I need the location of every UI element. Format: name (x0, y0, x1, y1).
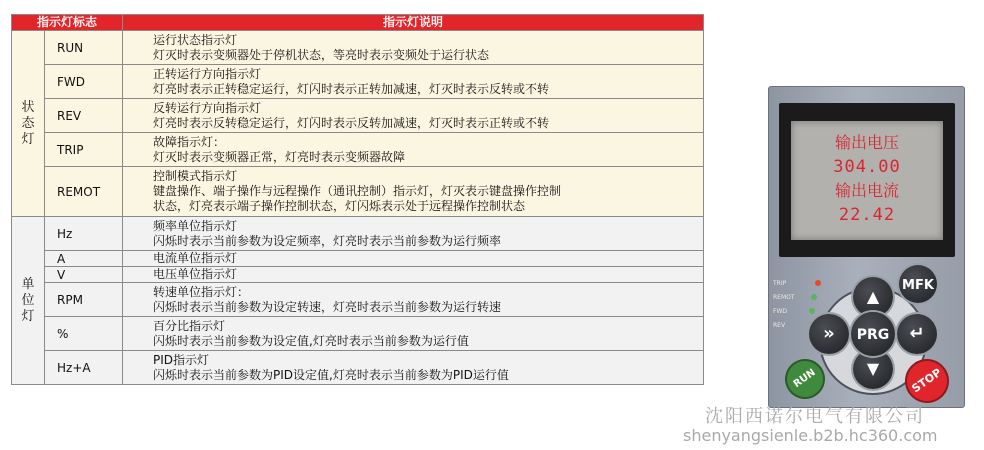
indicator-description (123, 317, 704, 351)
description-line: 灯亮时表示正转稳定运行，灯闪时表示正转加减速，灯灭时表示反转或不转 (153, 81, 550, 96)
indicator-name: REMOT (45, 167, 123, 217)
description-line: 电压单位指示灯 (153, 267, 238, 281)
indicator-table (11, 14, 704, 385)
table-row (12, 267, 704, 283)
description-line: 反转运行方向指示灯 (153, 100, 262, 115)
description-line: PID指示灯 (153, 352, 210, 367)
indicator-name: % (45, 317, 123, 351)
indicator-name: TRIP (45, 133, 123, 167)
table-row (12, 31, 704, 65)
table-row (12, 283, 704, 317)
indicator-description (123, 351, 704, 385)
run-label: RUN (791, 367, 818, 391)
description-line: 百分比指示灯 (153, 318, 226, 333)
lcd-value-voltage: 304.00 (833, 157, 901, 177)
lcd-label-voltage: 输出电压 (834, 133, 899, 152)
description-line: 闪烁时表示当前参数为PID设定值,灯亮时表示当前参数为PID运行值 (153, 367, 509, 382)
description-line: 闪烁时表示当前参数为设定转速，灯亮时表示当前参数为运行转速 (153, 299, 502, 314)
lcd-screen (791, 121, 943, 240)
indicator-description (123, 167, 704, 217)
description-line: 键盘操作、端子操作与远程操作（通讯控制）指示灯，灯灭表示键盘操作控制 (153, 184, 562, 198)
description-line: 转速单位指示灯： (153, 284, 250, 299)
table-row (12, 217, 704, 251)
led-label-trip: TRIP (773, 280, 787, 287)
unit-group-label: 单 位 灯 (12, 217, 45, 385)
description-line: 正转运行方向指示灯 (153, 66, 262, 81)
description-line: 运行状态指示灯 (153, 32, 238, 47)
led-label-rev: REV (773, 322, 786, 329)
watermark-url: shenyangsienle.b2b.hc360.com (683, 426, 938, 445)
down-arrow-icon: ▼ (866, 359, 880, 378)
indicator-description (123, 283, 704, 317)
table-row (12, 167, 704, 217)
table-row (12, 65, 704, 99)
shift-button[interactable] (809, 314, 849, 354)
indicator-name: RPM (45, 283, 123, 317)
up-button[interactable] (853, 277, 893, 317)
led-labels (773, 277, 795, 333)
lcd-frame (779, 103, 955, 257)
indicator-description (123, 133, 704, 167)
lcd-value-current: 22.42 (838, 205, 896, 225)
table-row (12, 133, 704, 167)
indicator-name: Hz+A (45, 351, 123, 385)
prg-button[interactable] (851, 312, 895, 356)
description-line: 闪烁时表示当前参数为设定值,灯亮时表示当前参数为运行值 (153, 333, 469, 348)
indicator-name: V (45, 267, 123, 283)
indicator-description (123, 31, 704, 65)
indicator-name: A (45, 251, 123, 267)
indicator-description (123, 267, 704, 283)
mfk-button[interactable] (899, 265, 937, 303)
header-indicator-mark: 指示灯标志 (12, 15, 123, 31)
up-arrow-icon: ▲ (866, 287, 880, 306)
table-header-row (12, 15, 704, 31)
indicator-name: Hz (45, 217, 123, 251)
header-indicator-desc: 指示灯说明 (123, 15, 704, 31)
double-chevron-right-icon: » (823, 323, 835, 344)
mfk-label: MFK (902, 278, 934, 293)
indicator-description (123, 99, 704, 133)
watermark-company: 沈阳西诺尔电气有限公司 (705, 406, 925, 427)
led-trip (815, 280, 821, 286)
description-line: 状态，灯亮表示端子操作控制状态，灯闪烁表示处于远程操作控制状态 (153, 199, 526, 213)
led-remot (811, 294, 817, 300)
status-group-label: 状 态 灯 (12, 31, 45, 217)
keypad-panel (768, 86, 965, 408)
description-line: 灯灭时表示变频器处于停机状态，等亮时表示变频处于运行状态 (153, 47, 490, 62)
description-line: 灯亮时表示反转稳定运行，灯闪时表示反转加减速，灯灭时表示正转或不转 (153, 115, 550, 130)
description-line: 电流单位指示灯 (153, 251, 238, 265)
table-row (12, 351, 704, 385)
indicator-name: REV (45, 99, 123, 133)
led-label-fwd: FWD (773, 308, 788, 315)
description-line: 控制模式指示灯 (153, 169, 238, 183)
description-line: 故障指示灯： (153, 134, 226, 149)
description-line: 灯灭时表示变频器正常，灯亮时表示变频器故障 (153, 149, 406, 164)
indicator-description (123, 65, 704, 99)
description-line: 闪烁时表示当前参数为设定频率，灯亮时表示当前参数为运行频率 (153, 233, 502, 248)
table-row (12, 317, 704, 351)
enter-button[interactable] (897, 314, 937, 354)
description-line: 频率单位指示灯 (153, 218, 238, 233)
indicator-name: RUN (45, 31, 123, 65)
prg-label: PRG (856, 327, 890, 343)
indicator-description (123, 251, 704, 267)
indicator-name: FWD (45, 65, 123, 99)
table-row (12, 251, 704, 267)
led-label-remot: REMOT (773, 294, 795, 301)
stop-label: STOP (909, 365, 944, 396)
led-fwd (809, 308, 815, 314)
indicator-description (123, 217, 704, 251)
table-row (12, 99, 704, 133)
enter-icon: ↵ (909, 323, 925, 344)
lcd-label-current: 输出电流 (834, 181, 899, 200)
